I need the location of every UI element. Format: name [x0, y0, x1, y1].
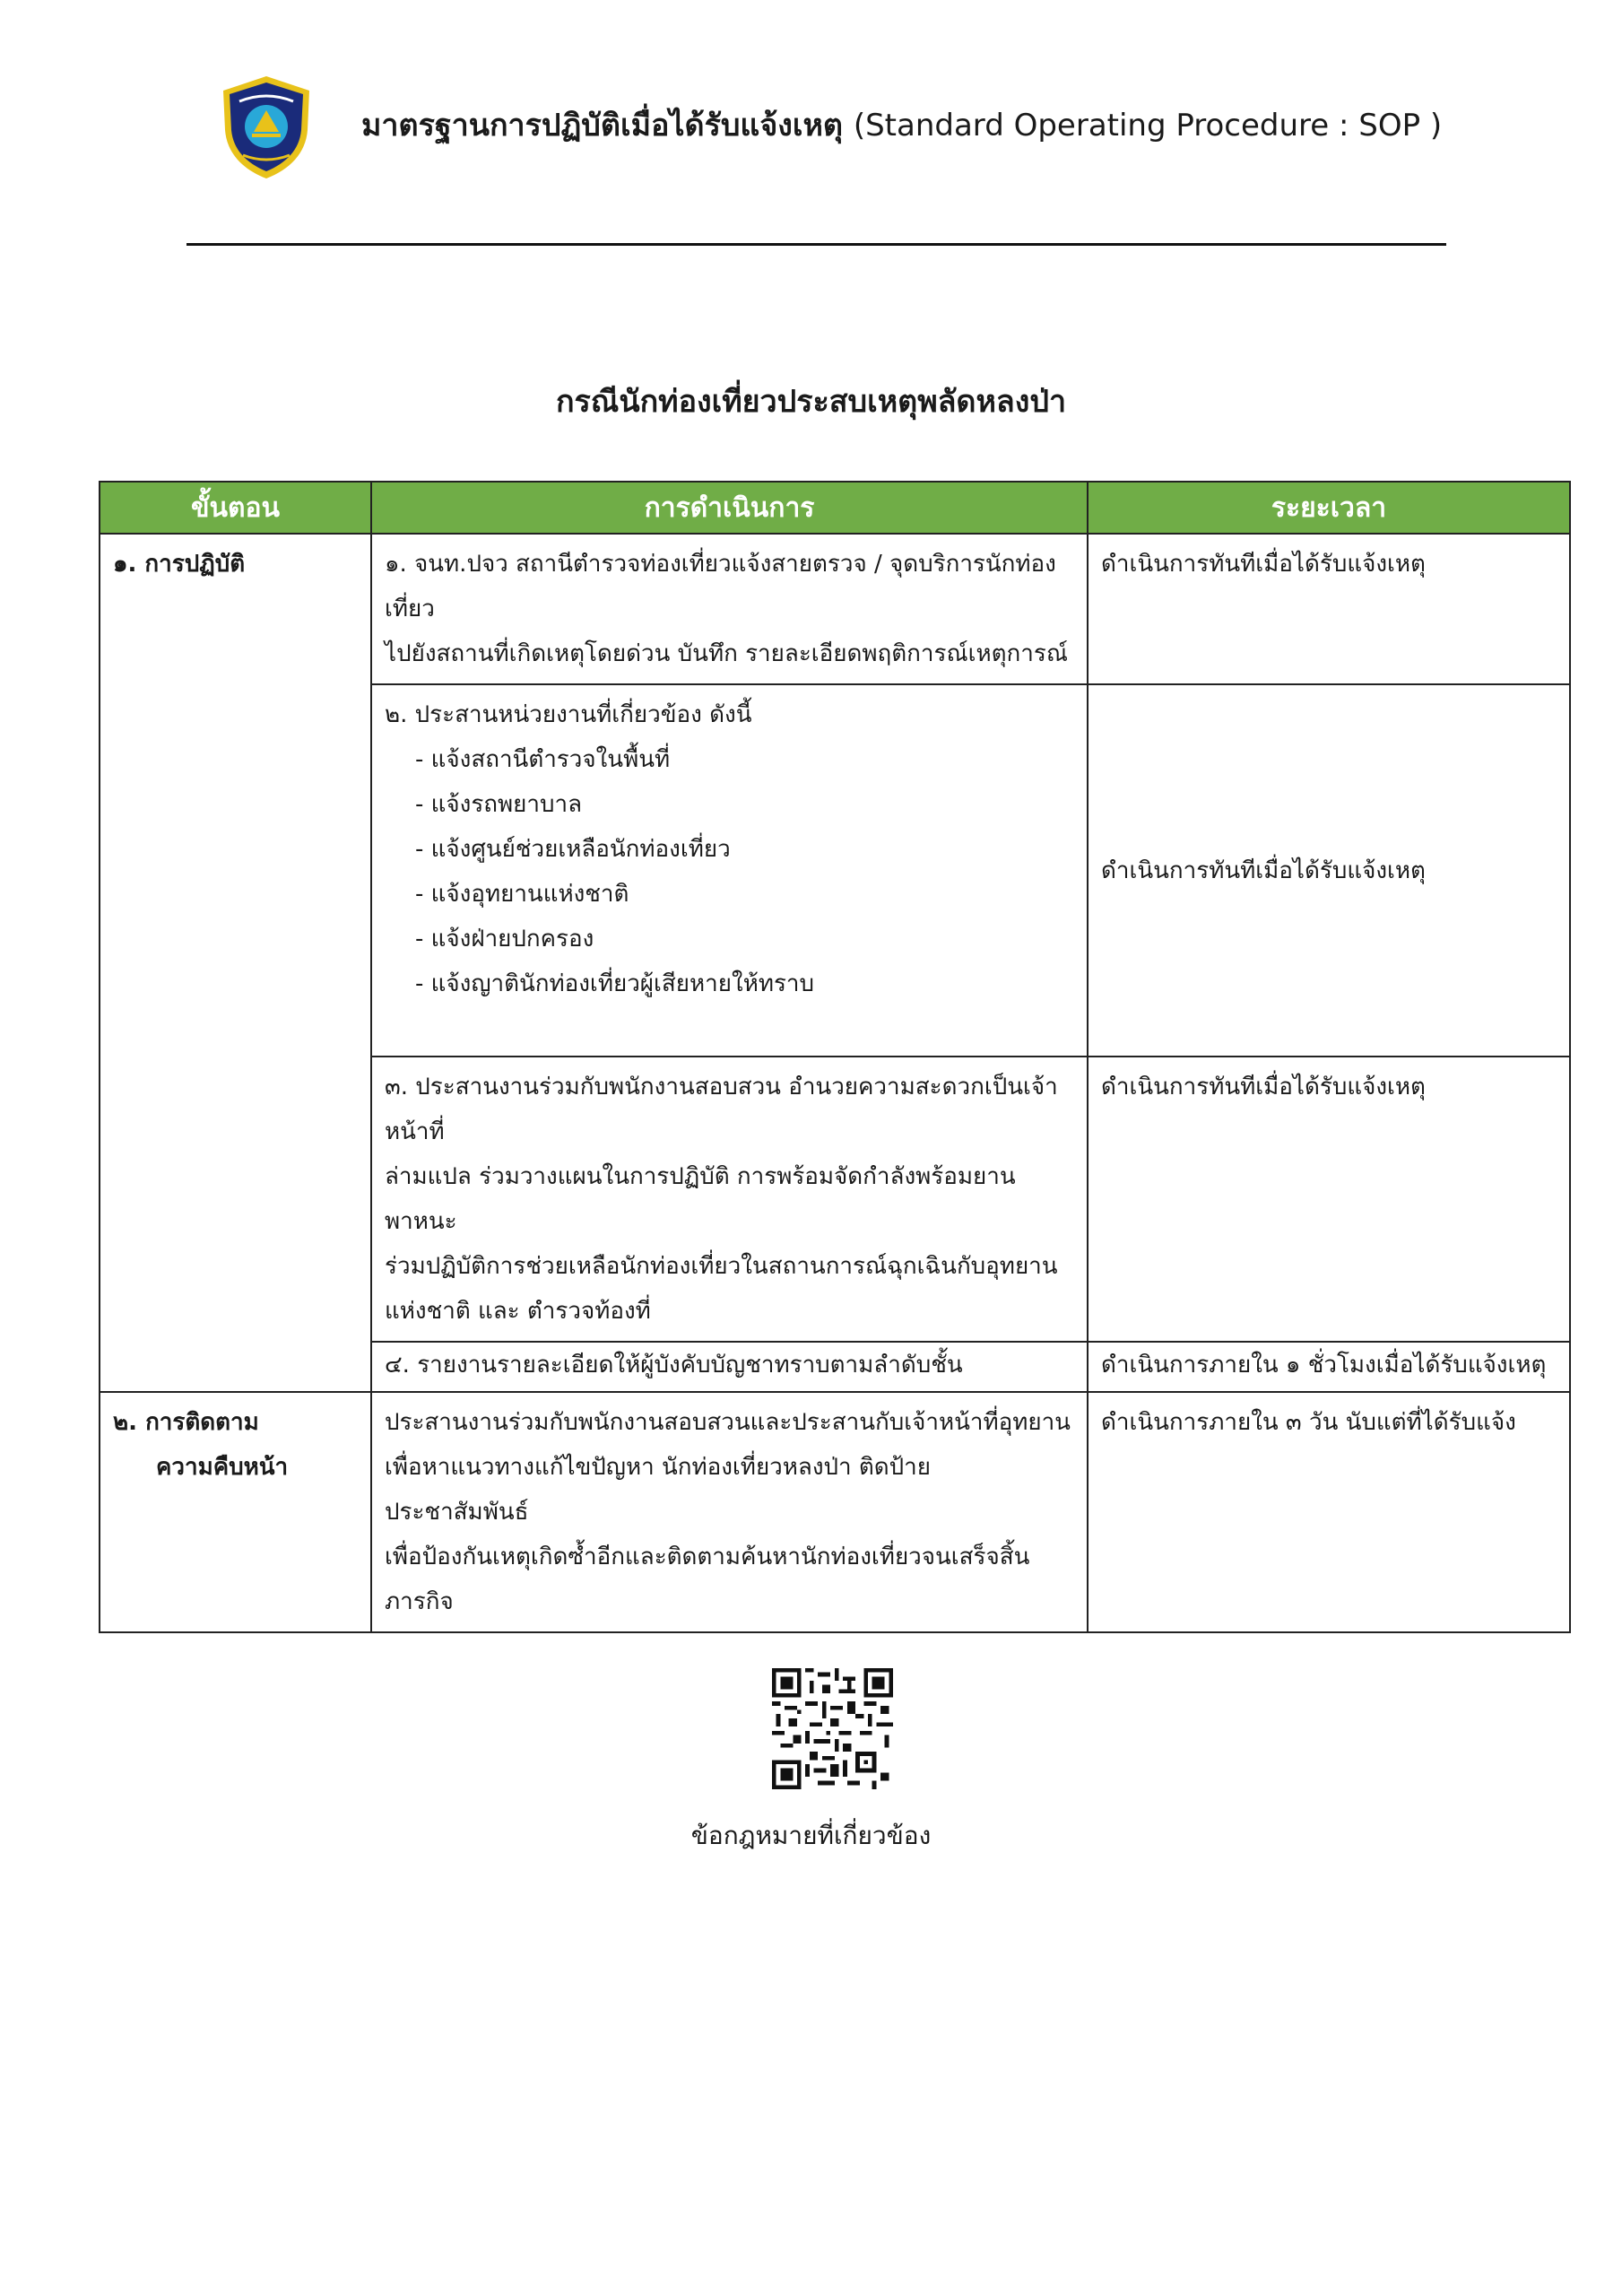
table-header-row [100, 482, 1570, 534]
duration-text: ดำเนินการทันทีเมื่อได้รับแจ้งเหตุ [1101, 857, 1426, 884]
action-cell [371, 684, 1088, 1057]
qr-code-icon[interactable] [772, 1668, 893, 1789]
header-title-thai: มาตรฐานการปฏิบัติเมื่อได้รับแจ้งเหตุ [361, 108, 843, 144]
column-header-duration: ระยะเวลา [1088, 482, 1570, 534]
list-item: - แจ้งอุทยานแห่งชาติ [415, 881, 629, 908]
document-title: กรณีนักท่องเที่ยวประสบเหตุพลัดหลงป่า [555, 384, 1067, 420]
step-cell-2 [100, 1392, 371, 1632]
step-label: ๑. การปฏิบัติ [113, 551, 246, 578]
action-line: เพื่อป้องกันเหตุเกิดซ้ำอีกและติดตามค้นหานักท่องเที่ยวจนเสร็จสิ้น [385, 1544, 1030, 1570]
action-cell [371, 1342, 1088, 1392]
action-line: ๔. รายงานรายละเอียดให้ผู้บังคับบัญชาทราบตามลำดับชั้น [385, 1352, 963, 1378]
duration-cell: ดำเนินการภายใน ๓ วัน นับแต่ที่ได้รับแจ้ง [1088, 1392, 1570, 1632]
duration-cell: ดำเนินการภายใน ๑ ชั่วโมงเมื่อได้รับแจ้งเหตุ [1088, 1342, 1570, 1392]
duration-cell [1088, 684, 1570, 1057]
action-cell [371, 1057, 1088, 1342]
table-row [100, 534, 1570, 684]
header-title [361, 100, 1442, 149]
action-line: ๓. ประสานงานร่วมกับพนักงานสอบสวน อำนวยความสะดวกเป็นเจ้าหน้าที่ [385, 1074, 1058, 1145]
action-line: ร่วมปฏิบัติการช่วยเหลือนักท่องเที่ยวในสถานการณ์ฉุกเฉินกับอุทยาน [385, 1253, 1058, 1280]
action-line: ไปยังสถานที่เกิดเหตุโดยด่วน บันทึก รายละเอียดพฤติการณ์เหตุการณ์ [385, 640, 1068, 667]
action-line: ประสานงานร่วมกับพนักงานสอบสวนและประสานกับเจ้าหน้าที่อุทยาน [385, 1409, 1071, 1436]
list-item: - แจ้งศูนย์ช่วยเหลือนักท่องเที่ยว [415, 836, 731, 863]
duration-cell: ดำเนินการทันทีเมื่อได้รับแจ้งเหตุ [1088, 1057, 1570, 1342]
action-line: ๒. ประสานหน่วยงานที่เกี่ยวข้อง ดังนี้ [385, 701, 752, 728]
table-row [100, 1392, 1570, 1632]
duration-cell: ดำเนินการทันทีเมื่อได้รับแจ้งเหตุ [1088, 534, 1570, 684]
column-header-action: การดำเนินการ [371, 482, 1088, 534]
action-line: ภารกิจ [385, 1588, 454, 1615]
step-label-continued: ความคืบหน้า [156, 1454, 289, 1481]
step-label: ๒. การติดตาม [113, 1409, 259, 1436]
list-item: - แจ้งสถานีตำรวจในพื้นที่ [415, 746, 671, 773]
action-cell [371, 1392, 1088, 1632]
action-line: แห่งชาติ และ ตำรวจท้องที่ [385, 1298, 651, 1325]
step-cell-1 [100, 534, 371, 1392]
header-title-english: (Standard Operating Procedure : SOP ) [853, 108, 1443, 144]
qr-caption: ข้อกฎหมายที่เกี่ยวข้อง [690, 1821, 932, 1850]
list-item: - แจ้งฝ่ายปกครอง [415, 926, 594, 952]
action-cell [371, 534, 1088, 684]
column-header-step: ขั้นตอน [100, 482, 371, 534]
action-line: ๑. จนท.ปจว สถานีตำรวจท่องเที่ยวแจ้งสายตรวจ / จุดบริการนักท่องเที่ยว [385, 551, 1056, 622]
list-item: - แจ้งรถพยาบาล [415, 791, 583, 818]
sop-table [99, 481, 1571, 1633]
header-divider [186, 243, 1446, 246]
tourist-police-logo-icon [220, 74, 313, 180]
action-line: ล่ามแปล ร่วมวางแผนในการปฏิบัติ การพร้อมจัดกำลังพร้อมยานพาหนะ [385, 1163, 1016, 1235]
list-item: - แจ้งญาตินักท่องเที่ยวผู้เสียหายให้ทราบ [415, 970, 815, 997]
action-line: เพื่อหาแนวทางแก้ไขปัญหา นักท่องเที่ยวหลงป่า ติดป้ายประชาสัมพันธ์ [385, 1454, 932, 1526]
